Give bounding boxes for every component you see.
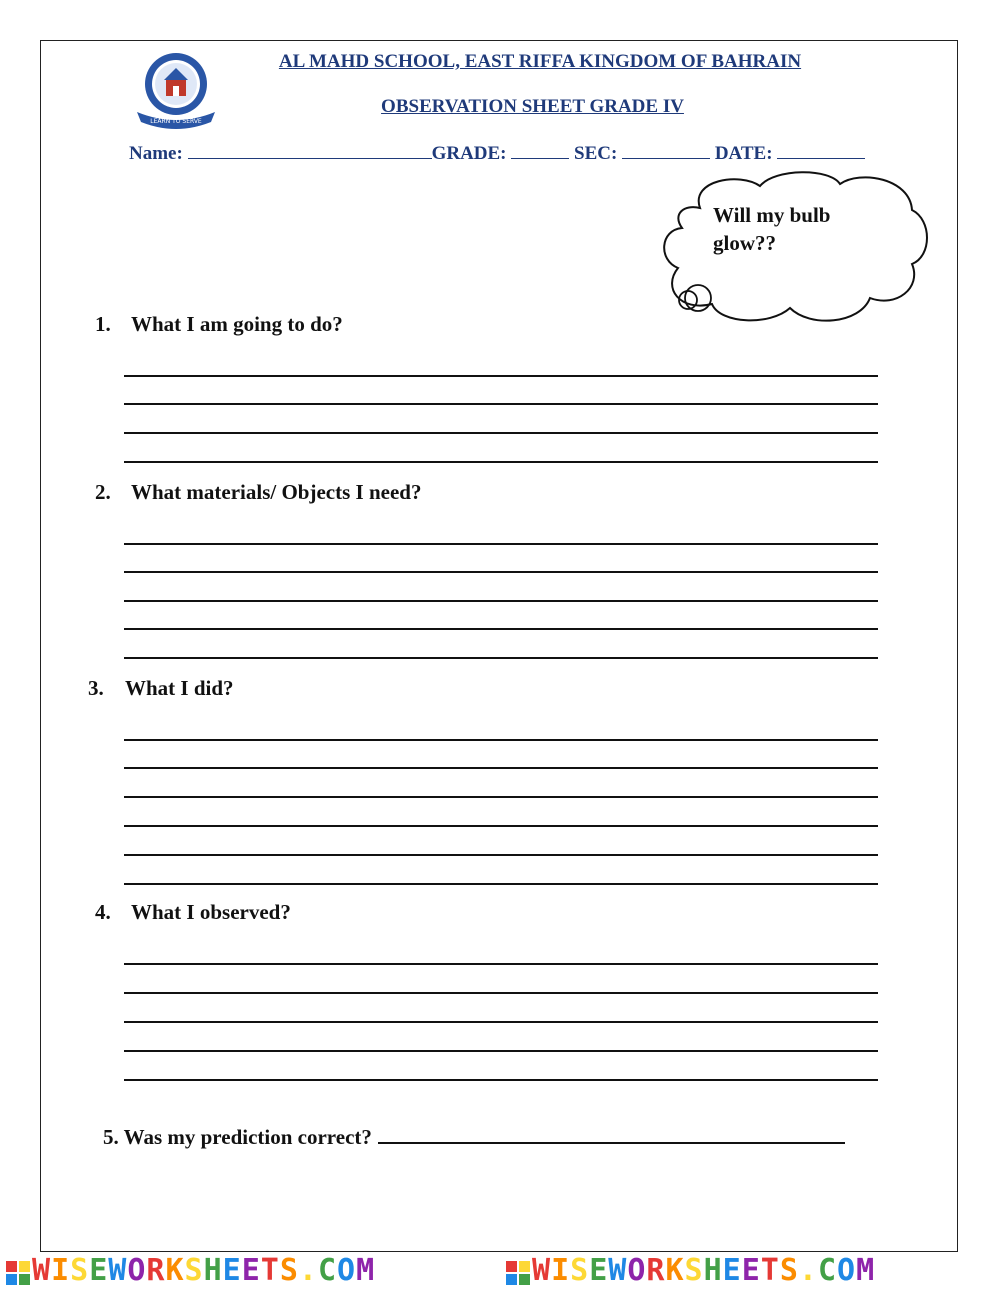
question-text: What I observed?: [131, 900, 291, 924]
sec-label: SEC:: [574, 143, 618, 164]
answer-line[interactable]: [124, 628, 878, 630]
question-number: 3.: [88, 676, 104, 700]
answer-line[interactable]: [124, 571, 878, 573]
question-1: [95, 312, 343, 337]
answer-line[interactable]: [124, 739, 878, 741]
answer-line[interactable]: [124, 375, 878, 377]
answer-line[interactable]: [124, 992, 878, 994]
date-field[interactable]: [777, 142, 865, 159]
thought-bubble-text: [713, 201, 863, 257]
answer-line[interactable]: [124, 432, 878, 434]
question-number: 2.: [95, 480, 111, 504]
header-fields: [129, 142, 865, 165]
prediction-answer-field[interactable]: [378, 1126, 845, 1144]
answer-line[interactable]: [124, 796, 878, 798]
wiseworksheets-badge-icon: [506, 1261, 530, 1285]
answer-line[interactable]: [124, 883, 878, 885]
thought-bubble-line-2: glow??: [713, 231, 776, 255]
question-2: [95, 480, 421, 505]
sec-field[interactable]: [622, 142, 710, 159]
question-number: 5.: [103, 1125, 119, 1149]
question-5: [103, 1125, 845, 1150]
answer-line[interactable]: [124, 600, 878, 602]
wiseworksheets-badge-icon: [6, 1261, 30, 1285]
answer-line[interactable]: [124, 1079, 878, 1081]
question-3: [88, 676, 234, 701]
sheet-title: OBSERVATION SHEET GRADE IV: [381, 96, 684, 117]
watermark-text-1: WISEWORKSHEETS.COM: [32, 1253, 376, 1288]
svg-text:LEARN TO SERVE: LEARN TO SERVE: [150, 118, 202, 125]
answer-line[interactable]: [124, 403, 878, 405]
question-text: What I did?: [125, 676, 234, 700]
answer-line[interactable]: [124, 825, 878, 827]
question-text: What materials/ Objects I need?: [131, 480, 422, 504]
question-4: [95, 900, 291, 925]
question-number: 4.: [95, 900, 111, 924]
answer-line[interactable]: [124, 543, 878, 545]
name-label: Name:: [129, 143, 183, 164]
date-label: DATE:: [714, 143, 773, 164]
answer-line[interactable]: [124, 854, 878, 856]
answer-line[interactable]: [124, 1021, 878, 1023]
grade-label: GRADE:: [431, 143, 507, 164]
answer-line[interactable]: [124, 767, 878, 769]
answer-line[interactable]: [124, 461, 878, 463]
grade-field[interactable]: [511, 142, 569, 159]
answer-line[interactable]: [124, 963, 878, 965]
question-text: What I am going to do?: [131, 312, 343, 336]
answer-line[interactable]: [124, 657, 878, 659]
answer-line[interactable]: [124, 1050, 878, 1052]
school-name: AL MAHD SCHOOL, EAST RIFFA KINGDOM OF BAHRAIN: [278, 51, 802, 72]
question-number: 1.: [95, 312, 111, 336]
name-field[interactable]: [188, 142, 432, 159]
question-text: Was my prediction correct?: [123, 1125, 372, 1149]
watermark-text-2: WISEWORKSHEETS.COM: [532, 1253, 876, 1288]
thought-bubble-line-1: Will my bulb: [713, 203, 831, 227]
